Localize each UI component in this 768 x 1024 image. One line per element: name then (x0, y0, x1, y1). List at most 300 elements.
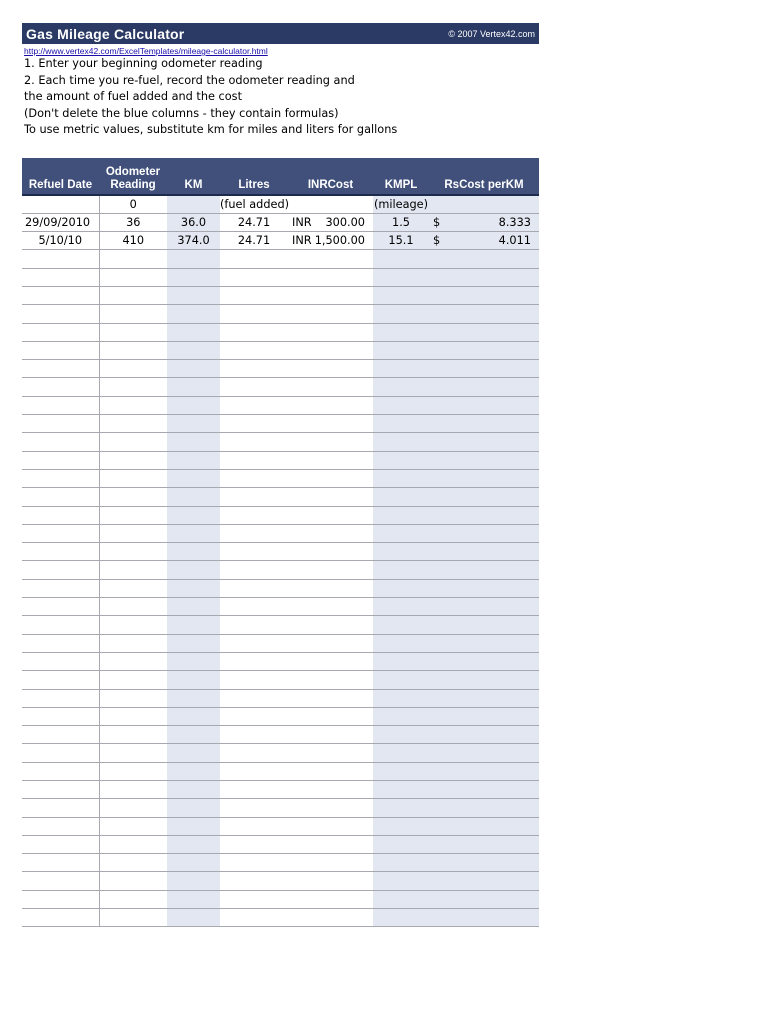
cell-cost-per-km (429, 378, 539, 396)
cell-km (167, 488, 220, 506)
instruction-1: 1. Enter your beginning odometer reading (24, 57, 263, 70)
mileage-table-wrap (22, 158, 539, 927)
cell-cost[interactable] (288, 286, 373, 304)
cell-km (167, 195, 220, 213)
cell-date[interactable] (22, 762, 99, 780)
cell-litres[interactable] (220, 360, 288, 378)
cell-cost-per-km (429, 689, 539, 707)
cell-km (167, 433, 220, 451)
cell-date[interactable] (22, 909, 99, 927)
cell-cost[interactable] (288, 543, 373, 561)
cell-cost[interactable] (288, 781, 373, 799)
empty-row (22, 689, 539, 707)
cell-litres[interactable]: 24.71 (220, 232, 288, 250)
cell-cost-per-km (429, 652, 539, 670)
cell-cost-per-km (429, 616, 539, 634)
cell-km (167, 268, 220, 286)
empty-row (22, 890, 539, 908)
cell-date[interactable] (22, 598, 99, 616)
spreadsheet (22, 23, 539, 248)
cell-cost[interactable] (288, 360, 373, 378)
cell-date[interactable] (22, 268, 99, 286)
header-row (22, 158, 539, 195)
cell-cost[interactable] (288, 488, 373, 506)
cell-litres[interactable]: 24.71 (220, 213, 288, 231)
cell-cost[interactable] (288, 652, 373, 670)
cell-litres[interactable] (220, 250, 288, 268)
empty-row (22, 250, 539, 268)
cell-cost[interactable] (288, 817, 373, 835)
cell-km (167, 652, 220, 670)
cell-date[interactable] (22, 744, 99, 762)
cell-odometer[interactable] (99, 598, 167, 616)
table-row (22, 232, 539, 250)
cell-odometer[interactable] (99, 323, 167, 341)
cell-date[interactable] (22, 323, 99, 341)
cell-km (167, 323, 220, 341)
cell-date[interactable] (22, 433, 99, 451)
cell-odometer[interactable] (99, 854, 167, 872)
cell-odometer[interactable] (99, 524, 167, 542)
cell-cost-per-km (429, 762, 539, 780)
header-km[interactable]: KM (167, 158, 220, 195)
cell-cost[interactable] (288, 616, 373, 634)
cell-kmpl (373, 598, 429, 616)
cell-date[interactable] (22, 689, 99, 707)
cell-date[interactable] (22, 854, 99, 872)
cell-cost[interactable] (288, 506, 373, 524)
cell-cost-per-km (429, 598, 539, 616)
empty-row (22, 652, 539, 670)
cell-cost-per-km (429, 872, 539, 890)
cell-litres[interactable] (220, 378, 288, 396)
cell-km: 374.0 (167, 232, 220, 250)
cell-km (167, 415, 220, 433)
cell-litres[interactable] (220, 781, 288, 799)
cell-cost-per-km (429, 781, 539, 799)
cell-cost[interactable] (288, 305, 373, 323)
cell-odometer[interactable] (99, 286, 167, 304)
cell-date[interactable] (22, 726, 99, 744)
cell-kmpl (373, 890, 429, 908)
cell-litres[interactable] (220, 323, 288, 341)
cell-date[interactable] (22, 781, 99, 799)
cost-value: 1,500.00 (314, 234, 365, 248)
cell-date[interactable] (22, 524, 99, 542)
cell-litres[interactable] (220, 396, 288, 414)
empty-row (22, 598, 539, 616)
cell-date[interactable] (22, 396, 99, 414)
cell-litres[interactable] (220, 726, 288, 744)
empty-row (22, 378, 539, 396)
cell-kmpl (373, 488, 429, 506)
cell-kmpl (373, 305, 429, 323)
cell-km (167, 762, 220, 780)
cell-odometer[interactable]: 0 (99, 195, 167, 213)
cell-kmpl (373, 543, 429, 561)
cell-date[interactable]: 5/10/10 (22, 232, 99, 250)
cell-cost-per-km (429, 195, 539, 213)
cell-date[interactable] (22, 506, 99, 524)
cell-odometer[interactable] (99, 671, 167, 689)
cell-litres[interactable] (220, 524, 288, 542)
cell-cost[interactable] (288, 726, 373, 744)
cell-km (167, 707, 220, 725)
cell-kmpl (373, 689, 429, 707)
cell-kmpl (373, 451, 429, 469)
cell-kmpl (373, 433, 429, 451)
cell-odometer[interactable] (99, 726, 167, 744)
cell-litres[interactable] (220, 268, 288, 286)
cell-odometer[interactable]: 410 (99, 232, 167, 250)
cell-km (167, 854, 220, 872)
header-odometer[interactable] (99, 158, 167, 195)
cell-kmpl (373, 744, 429, 762)
cell-date[interactable] (22, 634, 99, 652)
cell-odometer[interactable] (99, 799, 167, 817)
cell-cost[interactable] (288, 598, 373, 616)
cell-odometer[interactable] (99, 890, 167, 908)
cell-date[interactable] (22, 360, 99, 378)
cell-kmpl (373, 396, 429, 414)
cell-cost[interactable] (288, 378, 373, 396)
empty-row (22, 781, 539, 799)
cell-cost[interactable] (288, 524, 373, 542)
cell-odometer[interactable] (99, 744, 167, 762)
cell-date[interactable] (22, 341, 99, 359)
cell-litres[interactable] (220, 506, 288, 524)
cell-cost[interactable] (288, 854, 373, 872)
cell-litres[interactable] (220, 579, 288, 597)
start-row (22, 195, 539, 213)
cell-cost-per-km (429, 250, 539, 268)
cell-odometer[interactable] (99, 305, 167, 323)
empty-row (22, 506, 539, 524)
cell-litres[interactable] (220, 835, 288, 853)
cell-litres[interactable] (220, 744, 288, 762)
cell-cost-per-km (429, 396, 539, 414)
cell-odometer[interactable] (99, 341, 167, 359)
instruction-4: (Don't delete the blue columns - they contain formulas) (24, 106, 339, 120)
cell-kmpl (373, 707, 429, 725)
empty-row (22, 451, 539, 469)
mileage-table (22, 158, 539, 927)
cell-cost[interactable] (288, 250, 373, 268)
cell-odometer[interactable] (99, 579, 167, 597)
header-cost-per-km[interactable]: RsCost perKM (429, 158, 539, 195)
cell-odometer[interactable] (99, 378, 167, 396)
cell-litres[interactable] (220, 671, 288, 689)
cell-odometer[interactable] (99, 707, 167, 725)
cell-km (167, 909, 220, 927)
cell-odometer[interactable] (99, 360, 167, 378)
cell-kmpl (373, 250, 429, 268)
cell-date[interactable] (22, 378, 99, 396)
cell-cost[interactable] (288, 890, 373, 908)
cell-date[interactable] (22, 286, 99, 304)
cell-cost-per-km (429, 415, 539, 433)
cell-km (167, 835, 220, 853)
cell-kmpl (373, 561, 429, 579)
cell-litres[interactable] (220, 652, 288, 670)
cell-cost-per-km (429, 360, 539, 378)
cell-kmpl (373, 268, 429, 286)
cell-cost[interactable] (288, 762, 373, 780)
cell-km (167, 799, 220, 817)
cell-litres[interactable] (220, 561, 288, 579)
cell-cost-per-km (429, 835, 539, 853)
cell-litres[interactable] (220, 762, 288, 780)
cell-kmpl-note: (mileage) (373, 195, 429, 213)
cell-litres[interactable] (220, 707, 288, 725)
cell-km (167, 305, 220, 323)
cell-cost-per-km (429, 506, 539, 524)
cell-cost-per-km (429, 543, 539, 561)
cell-odometer[interactable] (99, 506, 167, 524)
cell-odometer[interactable] (99, 250, 167, 268)
cell-odometer[interactable] (99, 561, 167, 579)
template-link[interactable]: http://www.vertex42.com/ExcelTemplates/mileage-calculator.html (24, 46, 268, 56)
cell-date[interactable] (22, 305, 99, 323)
cpk-value: 8.333 (498, 215, 531, 229)
cell-cost[interactable] (288, 268, 373, 286)
instruction-2: 2. Each time you re-fuel, record the odometer reading and (24, 73, 355, 87)
cell-cost[interactable] (288, 671, 373, 689)
cell-kmpl (373, 341, 429, 359)
cell-cost[interactable] (288, 579, 373, 597)
cell-kmpl: 15.1 (373, 232, 429, 250)
cell-date[interactable] (22, 671, 99, 689)
cell-date[interactable] (22, 543, 99, 561)
cell-litres[interactable] (220, 433, 288, 451)
cell-cost-per-km (429, 488, 539, 506)
cell-odometer[interactable] (99, 762, 167, 780)
cell-cost-per-km (429, 268, 539, 286)
empty-row (22, 616, 539, 634)
cell-km (167, 872, 220, 890)
cell-litres[interactable] (220, 872, 288, 890)
cell-cost[interactable] (288, 213, 373, 231)
cell-cost[interactable] (288, 561, 373, 579)
cell-km (167, 286, 220, 304)
cell-date[interactable] (22, 817, 99, 835)
cell-litres[interactable] (220, 305, 288, 323)
cell-km (167, 616, 220, 634)
instruction-3: the amount of fuel added and the cost (24, 90, 242, 103)
cell-cost-per-km (429, 524, 539, 542)
cell-date[interactable] (22, 707, 99, 725)
cell-kmpl (373, 652, 429, 670)
cell-litres-note: (fuel added) (220, 195, 288, 213)
cell-km (167, 744, 220, 762)
cell-date[interactable] (22, 579, 99, 597)
cell-kmpl (373, 524, 429, 542)
cell-litres[interactable] (220, 689, 288, 707)
cell-odometer[interactable] (99, 396, 167, 414)
cell-litres[interactable] (220, 286, 288, 304)
cell-litres[interactable] (220, 634, 288, 652)
cell-odometer[interactable] (99, 817, 167, 835)
empty-row (22, 341, 539, 359)
cell-cost-per-km (429, 213, 539, 231)
cell-date[interactable] (22, 835, 99, 853)
empty-row (22, 286, 539, 304)
cell-litres[interactable] (220, 909, 288, 927)
cell-date[interactable] (22, 250, 99, 268)
cell-litres[interactable] (220, 488, 288, 506)
cell-odometer[interactable] (99, 909, 167, 927)
instruction-5: To use metric values, substitute km for miles and liters for gallons (24, 123, 398, 136)
cell-date[interactable]: 29/09/2010 (22, 213, 99, 231)
cell-cost[interactable] (288, 634, 373, 652)
cell-date[interactable] (22, 195, 99, 213)
cell-litres[interactable] (220, 341, 288, 359)
cell-litres[interactable] (220, 890, 288, 908)
cell-cost[interactable] (288, 232, 373, 250)
cell-cost[interactable] (288, 433, 373, 451)
cell-kmpl (373, 616, 429, 634)
cell-cost[interactable] (288, 195, 373, 213)
empty-row (22, 323, 539, 341)
cell-cost-per-km (429, 341, 539, 359)
cell-km (167, 781, 220, 799)
cell-cost[interactable] (288, 469, 373, 487)
cell-km (167, 396, 220, 414)
cell-date[interactable] (22, 616, 99, 634)
cell-cost[interactable] (288, 835, 373, 853)
cell-date[interactable] (22, 488, 99, 506)
cell-cost-per-km (429, 323, 539, 341)
cell-cost[interactable] (288, 323, 373, 341)
cell-cost[interactable] (288, 415, 373, 433)
cell-litres[interactable] (220, 799, 288, 817)
cost-currency: INR (292, 234, 312, 248)
cpk-currency: $ (433, 215, 441, 229)
cell-cost[interactable] (288, 451, 373, 469)
cell-cost[interactable] (288, 396, 373, 414)
cell-km (167, 543, 220, 561)
empty-row (22, 360, 539, 378)
cell-cost[interactable] (288, 909, 373, 927)
cell-odometer[interactable] (99, 634, 167, 652)
cell-cost[interactable] (288, 744, 373, 762)
header-litres[interactable]: Litres (220, 158, 288, 195)
cell-odometer[interactable] (99, 652, 167, 670)
cell-km (167, 341, 220, 359)
cell-kmpl (373, 817, 429, 835)
cell-km (167, 598, 220, 616)
cell-litres[interactable] (220, 854, 288, 872)
header-odometer-line2: Reading (110, 179, 156, 191)
cell-cost[interactable] (288, 872, 373, 890)
cost-value: 300.00 (325, 215, 365, 229)
cell-date[interactable] (22, 451, 99, 469)
cell-litres[interactable] (220, 415, 288, 433)
empty-row (22, 835, 539, 853)
cell-odometer[interactable] (99, 616, 167, 634)
cell-date[interactable] (22, 415, 99, 433)
cell-cost-per-km (429, 909, 539, 927)
cell-cost[interactable] (288, 341, 373, 359)
cell-date[interactable] (22, 469, 99, 487)
cell-date[interactable] (22, 872, 99, 890)
cell-litres[interactable] (220, 616, 288, 634)
cell-kmpl (373, 909, 429, 927)
empty-row (22, 707, 539, 725)
cell-litres[interactable] (220, 543, 288, 561)
cell-odometer[interactable] (99, 415, 167, 433)
cell-cost-per-km (429, 817, 539, 835)
header-refuel-date[interactable]: Refuel Date (22, 158, 99, 195)
cell-cost-per-km (429, 890, 539, 908)
cell-km (167, 506, 220, 524)
cell-odometer[interactable] (99, 433, 167, 451)
empty-row (22, 561, 539, 579)
table-row (22, 213, 539, 231)
cell-odometer[interactable] (99, 268, 167, 286)
cell-litres[interactable] (220, 817, 288, 835)
cell-odometer[interactable] (99, 872, 167, 890)
cell-odometer[interactable] (99, 543, 167, 561)
cell-kmpl (373, 835, 429, 853)
cell-km (167, 634, 220, 652)
cell-kmpl (373, 506, 429, 524)
cell-cost[interactable] (288, 799, 373, 817)
cell-odometer[interactable] (99, 488, 167, 506)
header-kmpl[interactable]: KMPL (373, 158, 429, 195)
cell-odometer[interactable] (99, 451, 167, 469)
cell-cost-per-km (429, 451, 539, 469)
cell-kmpl (373, 854, 429, 872)
cell-litres[interactable] (220, 469, 288, 487)
cell-odometer[interactable] (99, 469, 167, 487)
cell-km (167, 689, 220, 707)
cell-date[interactable] (22, 890, 99, 908)
cpk-currency: $ (433, 234, 441, 248)
cell-cost[interactable] (288, 689, 373, 707)
empty-row (22, 268, 539, 286)
cell-date[interactable] (22, 652, 99, 670)
cpk-value: 4.011 (498, 234, 531, 248)
empty-row (22, 799, 539, 817)
cell-odometer[interactable] (99, 689, 167, 707)
cell-km (167, 817, 220, 835)
header-inr-cost[interactable]: INRCost (288, 158, 373, 195)
cell-odometer[interactable] (99, 835, 167, 853)
cell-cost-per-km (429, 744, 539, 762)
cell-litres[interactable] (220, 451, 288, 469)
cell-kmpl (373, 469, 429, 487)
cell-cost-per-km (429, 232, 539, 250)
cell-cost-per-km (429, 634, 539, 652)
cell-date[interactable] (22, 799, 99, 817)
cell-cost[interactable] (288, 707, 373, 725)
cell-litres[interactable] (220, 598, 288, 616)
cell-odometer[interactable] (99, 781, 167, 799)
cell-kmpl (373, 579, 429, 597)
cell-cost-per-km (429, 561, 539, 579)
cell-km (167, 360, 220, 378)
empty-row (22, 579, 539, 597)
cell-km: 36.0 (167, 213, 220, 231)
title-bar (22, 23, 539, 44)
cell-odometer[interactable]: 36 (99, 213, 167, 231)
cell-date[interactable] (22, 561, 99, 579)
sheet-title: Gas Mileage Calculator (26, 25, 185, 42)
empty-row (22, 543, 539, 561)
cell-cost-per-km (429, 671, 539, 689)
empty-row (22, 396, 539, 414)
